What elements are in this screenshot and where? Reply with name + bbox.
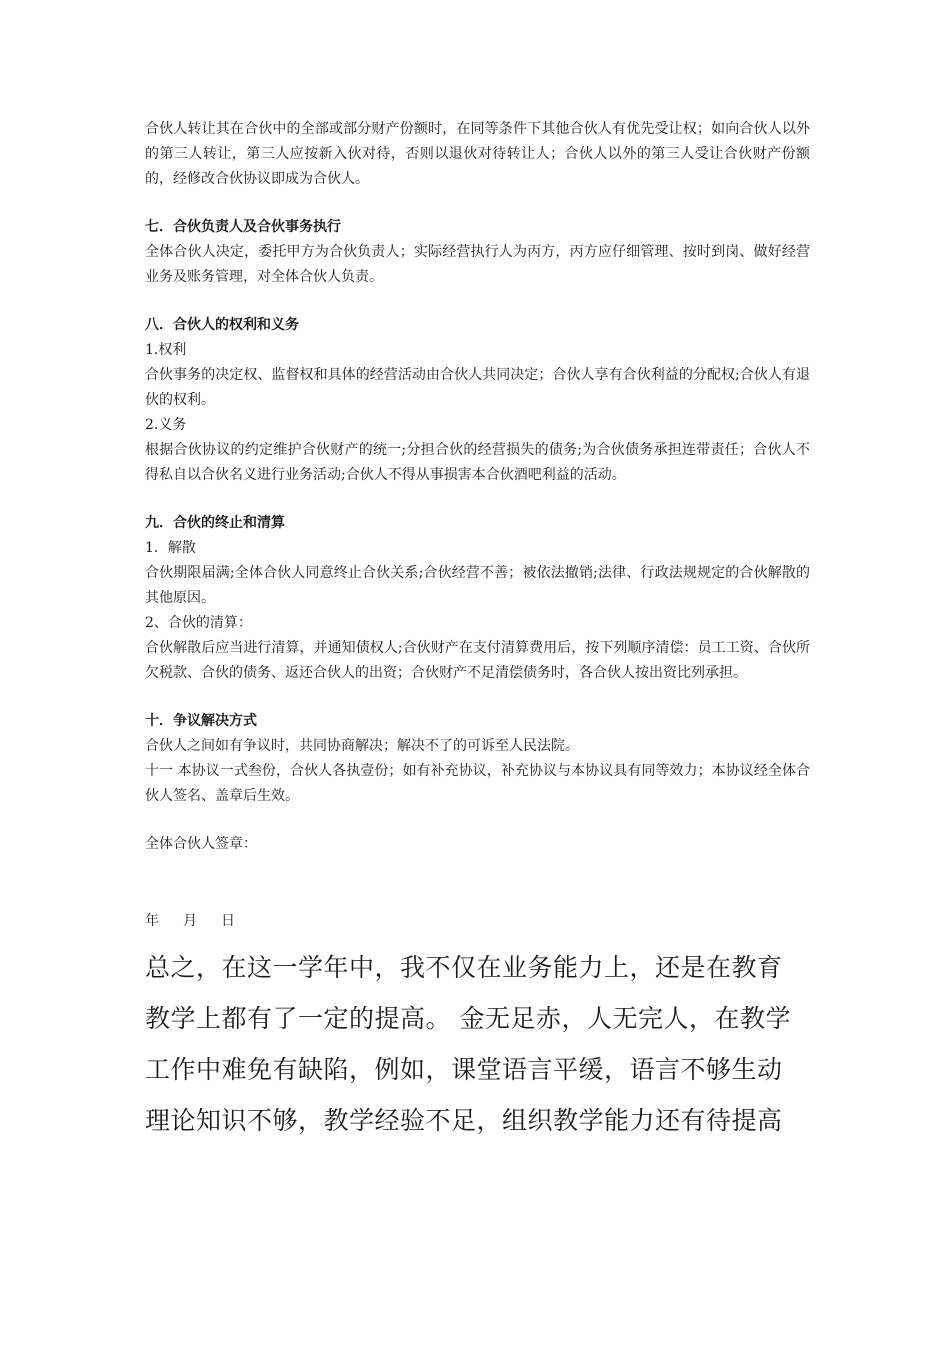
section-10-body: 合伙人之间如有争议时，共同协商解决；解决不了的可诉至人民法院。 bbox=[145, 738, 579, 754]
duties-title: 2.义务 bbox=[145, 417, 187, 433]
spacer bbox=[145, 809, 810, 832]
section-8-heading: 八．合伙人的权利和义务 bbox=[145, 317, 299, 333]
signature-label: 全体合伙人签章： bbox=[145, 836, 257, 852]
summary-line: 总之，在这一学年中，我不仅在业务能力上，还是在教育 bbox=[145, 953, 783, 982]
liquidation-title: 2、合伙的清算： bbox=[145, 615, 252, 631]
date-day: 日 bbox=[221, 913, 235, 929]
dissolve-title: 1．解散 bbox=[145, 540, 196, 556]
spacer bbox=[145, 857, 810, 909]
section-7-heading: 七．合伙负责人及合伙事务执行 bbox=[145, 219, 341, 235]
summary-line: 工作中难免有缺陷，例如，课堂语言平缓，语言不够生动 bbox=[145, 1055, 783, 1084]
summary-line: 理论知识不够，教学经验不足，组织教学能力还有待提高 bbox=[145, 1106, 783, 1135]
signature-date bbox=[145, 909, 810, 934]
spacer bbox=[145, 686, 810, 709]
spacer bbox=[145, 290, 810, 313]
liquidation-body: 合伙解散后应当进行清算，并通知债权人;合伙财产在支付清算费用后，按下列顺序清偿：员工工资、合伙所欠税款、合伙的债务、返还合伙人的出资；合伙财产不足清偿债务时，各合伙人按出资比列承担。 bbox=[145, 640, 810, 681]
spacer bbox=[145, 488, 810, 511]
clause-11: 十一 本协议一式叁份，合伙人各执壹份；如有补充协议，补充协议与本协议具有同等效力；本协议经全体合伙人签名、盖章后生效。 bbox=[145, 763, 810, 804]
spacer bbox=[145, 192, 810, 215]
duties-body: 根据合伙协议的约定维护合伙财产的统一;分担合伙的经营损失的债务;为合伙债务承担连带责任；合伙人不得私自以合伙名义进行业务活动;合伙人不得从事损害本合伙酒吧利益的活动。 bbox=[145, 442, 810, 483]
date-year: 年 bbox=[145, 913, 159, 929]
section-10-heading: 十．争议解决方式 bbox=[145, 713, 257, 729]
date-month: 月 bbox=[183, 913, 197, 929]
summary-block bbox=[145, 942, 810, 1146]
document-page bbox=[145, 117, 810, 1146]
transfer-paragraph: 合伙人转让其在合伙中的全部或部分财产份额时，在同等条件下其他合伙人有优先受让权；如向合伙人以外的第三人转让，第三人应按新入伙对待，否则以退伙对待转让人；合伙人以外的第三人受让合伙财产份额的，经修改合伙协议即成为合伙人。 bbox=[145, 121, 810, 187]
rights-body: 合伙事务的决定权、监督权和具体的经营活动由合伙人共同决定；合伙人享有合伙利益的分配权;合伙人有退伙的权利。 bbox=[145, 367, 810, 408]
dissolve-body: 合伙期限届满;全体合伙人同意终止合伙关系;合伙经营不善；被依法撤销;法律、行政法规规定的合伙解散的其他原因。 bbox=[145, 565, 810, 606]
section-7-body: 全体合伙人决定，委托甲方为合伙负责人；实际经营执行人为丙方，丙方应仔细管理、按时到岗、做好经营业务及账务管理，对全体合伙人负责。 bbox=[145, 244, 810, 285]
rights-title: 1.权利 bbox=[145, 342, 187, 358]
section-9-heading: 九．合伙的终止和清算 bbox=[145, 515, 285, 531]
summary-line: 教学上都有了一定的提高。 金无足赤，人无完人，在教学 bbox=[145, 1004, 791, 1033]
